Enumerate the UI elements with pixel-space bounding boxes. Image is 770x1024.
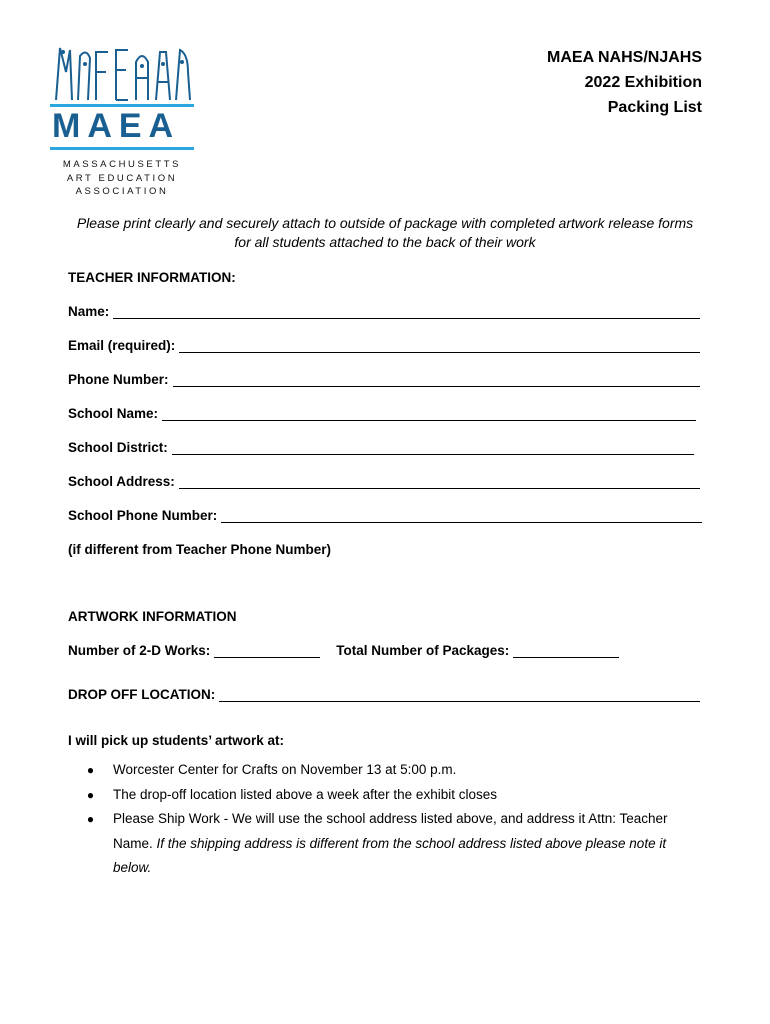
field-label: School District:	[68, 440, 168, 455]
logo-sub-line: ASSOCIATION	[75, 186, 169, 197]
packages-count-field[interactable]	[336, 643, 619, 658]
option-text: The drop-off location listed above a week after the exhibit closes	[113, 786, 497, 802]
field-label: School Address:	[68, 474, 175, 489]
packages-count-input-line[interactable]	[513, 644, 619, 658]
pickup-option[interactable]	[68, 783, 688, 808]
email-input-line[interactable]	[179, 339, 700, 353]
bullet-icon: ●	[86, 812, 95, 826]
title-line-3: Packing List	[607, 99, 702, 116]
phone-field[interactable]	[68, 372, 700, 387]
school-phone-input-line[interactable]	[221, 509, 702, 523]
field-label: Name:	[68, 304, 110, 319]
name-input-line[interactable]	[113, 305, 700, 319]
dropoff-location-field[interactable]	[68, 687, 700, 702]
school-district-input-line[interactable]	[172, 441, 694, 455]
pickup-heading: I will pick up students’ artwork at:	[68, 733, 285, 748]
dropoff-input-line[interactable]	[219, 688, 700, 702]
instructions-text: Please print clearly and securely attach to outside of package with completed artwork release forms for all students attached to the back of their work	[76, 215, 694, 250]
teacher-info-heading: TEACHER INFORMATION:	[68, 270, 236, 285]
logo-wordmark: MAEA	[52, 107, 181, 145]
school-phone-field[interactable]	[68, 508, 702, 523]
logo-subtitle	[50, 158, 194, 199]
field-label: School Phone Number:	[68, 508, 218, 523]
logo-sub-line: MASSACHUSETTS	[62, 159, 182, 170]
name-field[interactable]	[68, 304, 700, 319]
option-text	[113, 807, 688, 881]
pickup-option[interactable]	[68, 807, 688, 881]
phone-note: (if different from Teacher Phone Number)	[68, 542, 332, 557]
pickup-options-list	[68, 758, 688, 881]
school-address-input-line[interactable]	[179, 475, 700, 489]
works-count-input-line[interactable]	[214, 644, 320, 658]
title-line-2: 2022 Exhibition	[584, 74, 702, 91]
school-name-field[interactable]	[68, 406, 696, 421]
school-name-input-line[interactable]	[162, 407, 696, 421]
bullet-icon: ●	[86, 787, 95, 802]
field-label: DROP OFF LOCATION:	[68, 687, 216, 702]
field-label: Number of 2-D Works:	[68, 643, 211, 658]
school-district-field[interactable]	[68, 440, 694, 455]
logo-sub-line: ART EDUCATION	[66, 172, 178, 184]
email-field[interactable]	[68, 338, 700, 353]
document-title	[547, 45, 702, 120]
option-text: Worcester Center for Crafts on November 13 at 5:00 p.m.	[113, 762, 457, 777]
artwork-counts-row	[68, 643, 619, 658]
logo-bottom-bar	[50, 147, 194, 150]
maea-logo	[50, 42, 200, 199]
pickup-option[interactable]	[68, 758, 688, 783]
field-label: School Name:	[68, 406, 159, 421]
field-label: Phone Number:	[68, 372, 169, 387]
phone-input-line[interactable]	[173, 373, 700, 387]
option-text-italic: If the shipping address is different from the school address listed above please note it below.	[113, 835, 667, 875]
works-count-field[interactable]	[68, 643, 320, 658]
artwork-info-heading: ARTWORK INFORMATION	[68, 609, 237, 624]
option-text-main: Please Ship Work - We will use the school address listed above, and address it Attn: Teacher Name.	[113, 811, 668, 851]
school-address-field[interactable]	[68, 474, 700, 489]
logo-artwork-icon	[50, 42, 194, 102]
field-label: Total Number of Packages:	[336, 643, 510, 658]
field-label: Email (required):	[68, 338, 176, 353]
title-line-1: MAEA NAHS/NJAHS	[547, 49, 702, 66]
bullet-icon: ●	[86, 763, 95, 777]
